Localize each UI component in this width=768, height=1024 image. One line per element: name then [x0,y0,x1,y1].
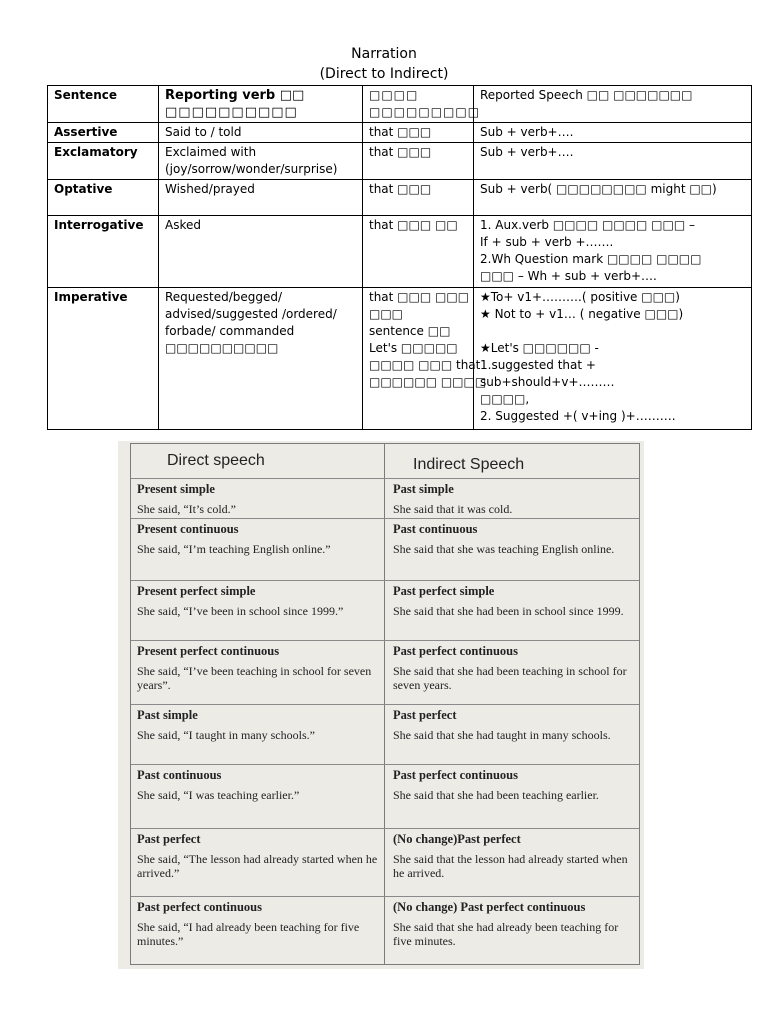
connector-line: □□□□□□ □□□□ [369,375,487,389]
connector-cell [363,288,487,430]
reporting-verb-line: advised/suggested /ordered/ [165,307,337,321]
reported-speech-line: ★Let's □□□□□□ - [480,341,599,355]
sentence-type-label: Optative [54,182,113,196]
indirect-example-sentence: She said that it was cold. [393,502,513,516]
row-divider [131,518,639,519]
indirect-tense-label: (No change) Past perfect continuous [393,900,586,914]
indirect-example-sentence: She said that she had already been teaching for five minutes. [393,920,619,948]
reported-speech-line: ★ Not to + v1… ( negative □□□) [480,307,684,321]
reporting-verb-line: Said to / told [165,125,242,139]
reported-speech-line: If + sub + verb +……. [480,235,614,249]
sentence-type-label: Imperative [54,290,128,304]
rules-row-exclamatory [48,143,752,180]
header-reporting-verb: Reporting verb □□ □□□□□□□□□□ [159,86,363,123]
reported-speech-line: 1.suggested that + [480,358,596,372]
direct-example-sentence: She said, “It’s cold.” [137,502,236,516]
direct-tense-label: Past perfect [137,832,201,846]
direct-tense-label: Present perfect continuous [137,644,280,658]
reported-speech-cell [474,143,752,180]
document-title [0,44,768,84]
connector-cell [363,123,474,143]
sentence-type-cell [48,143,159,180]
direct-speech-cell [137,708,379,762]
reporting-verb-line: (joy/sorrow/wonder/surprise) [165,162,338,176]
reported-speech-cell [474,216,752,288]
row-divider [131,764,639,765]
indirect-speech-cell [393,708,633,762]
reporting-verb-cell [159,288,363,430]
header-reported-speech: Reported Speech □□ □□□□□□□ [474,86,752,123]
indirect-tense-label: Past simple [393,482,454,496]
connector-line: that □□□ □□ [369,218,458,232]
reporting-verb-line: □□□□□□□□□□ [165,341,279,355]
indirect-speech-cell [393,832,633,894]
reported-speech-cell [474,288,752,430]
direct-speech-cell [137,522,379,578]
reporting-verb-line: Requested/begged/ [165,290,283,304]
indirect-tense-label: (No change)Past perfect [393,832,521,846]
sentence-type-cell [48,216,159,288]
tense-change-grid [130,443,640,965]
tense-change-table-scan [118,441,644,969]
reported-speech-line: ★To+ v1+……….( positive □□□) [480,290,680,304]
indirect-speech-cell [393,644,633,702]
direct-speech-cell [137,832,379,894]
indirect-speech-cell [393,482,633,516]
indirect-example-sentence: She said that she was teaching English online. [393,542,615,556]
reported-speech-line: 1. Aux.verb □□□□ □□□□ □□□ – [480,218,696,232]
connector-line: □□□□ □□□ that [369,358,481,372]
rules-row-imperative [48,288,752,430]
reporting-verb-line: Asked [165,218,201,232]
indirect-example-sentence: She said that she had taught in many schools. [393,728,611,742]
reporting-verb-cell [159,180,363,216]
connector-line: that □□□ □□□ [369,290,470,304]
indirect-tense-label: Past perfect simple [393,584,495,598]
header-direct-speech: Direct speech [167,452,265,469]
row-divider [131,478,639,479]
reported-speech-line [480,323,745,340]
rules-header-row [48,86,752,123]
reported-speech-cell [474,180,752,216]
direct-example-sentence: She said, “I’ve been teaching in school for seven years”. [137,664,372,692]
connector-cell [363,216,474,288]
direct-example-sentence: She said, “I taught in many schools.” [137,728,315,742]
row-divider [131,896,639,897]
narration-rules-table [47,85,752,430]
direct-speech-cell [137,644,379,702]
reported-speech-line: Sub + verb( □□□□□□□□ might □□) [480,182,717,196]
reporting-verb-line: forbade/ commanded [165,324,295,338]
connector-cell [363,143,474,180]
header-connector: □□□□ □□□□□□□□□ [363,86,474,123]
rules-body [48,123,752,430]
connector-line: Let's □□□□□ [369,341,458,355]
direct-speech-cell [137,768,379,826]
rules-row-interrogative [48,216,752,288]
direct-example-sentence: She said, “I’ve been in school since 1999.” [137,604,344,618]
reported-speech-line: □□□ – Wh + sub + verb+…. [480,269,657,283]
connector-line: □□□ [369,307,404,321]
indirect-example-sentence: She said that the lesson had already started when he arrived. [393,852,628,880]
direct-example-sentence: She said, “I had already been teaching for five minutes.” [137,920,360,948]
direct-tense-label: Present perfect simple [137,584,256,598]
reporting-verb-cell [159,143,363,180]
sentence-type-label: Interrogative [54,218,144,232]
reporting-verb-cell [159,123,363,143]
reporting-verb-line: Wished/prayed [165,182,255,196]
indirect-tense-label: Past perfect [393,708,457,722]
indirect-speech-cell [393,584,633,638]
rules-row-optative [48,180,752,216]
indirect-tense-label: Past perfect continuous [393,768,518,782]
connector-line: that □□□ [369,182,432,196]
indirect-example-sentence: She said that she had been teaching earlier. [393,788,599,802]
connector-line: that □□□ [369,125,432,139]
direct-example-sentence: She said, “I’m teaching English online.” [137,542,331,556]
direct-tense-label: Past simple [137,708,198,722]
connector-cell [363,180,474,216]
indirect-tense-label: Past continuous [393,522,478,536]
direct-speech-cell [137,584,379,638]
indirect-tense-label: Past perfect continuous [393,644,518,658]
connector-line: sentence □□ [369,324,451,338]
reported-speech-cell [474,123,752,143]
direct-tense-label: Present continuous [137,522,239,536]
row-divider [131,580,639,581]
direct-example-sentence: She said, “The lesson had already started when he arrived.” [137,852,378,880]
indirect-speech-cell [393,900,633,964]
reported-speech-line: □□□□, [480,392,530,406]
rules-row-assertive [48,123,752,143]
header-sentence: Sentence [48,86,159,123]
indirect-example-sentence: She said that she had been in school since 1999. [393,604,624,618]
connector-line: that □□□ [369,145,432,159]
header-indirect-speech: Indirect Speech [413,456,525,473]
reported-speech-line: 2.Wh Question mark □□□□ □□□□ [480,252,702,266]
title-line-1: Narration [351,46,417,62]
row-divider [131,640,639,641]
direct-example-sentence: She said, “I was teaching earlier.” [137,788,300,802]
indirect-example-sentence: She said that she had been teaching in school for seven years. [393,664,627,692]
direct-speech-cell [137,900,379,964]
direct-tense-label: Present simple [137,482,215,496]
reported-speech-line: 2. Suggested +( v+ing )+………. [480,409,676,423]
indirect-speech-cell [393,768,633,826]
reported-speech-line: Sub + verb+…. [480,125,574,139]
reporting-verb-cell [159,216,363,288]
row-divider [131,704,639,705]
reported-speech-line: Sub + verb+…. [480,145,574,159]
reported-speech-line: sub+should+v+……… [480,375,615,389]
sentence-type-cell [48,123,159,143]
reporting-verb-line: Exclaimed with [165,145,257,159]
title-line-2: (Direct to Indirect) [319,66,449,82]
row-divider [131,828,639,829]
sentence-type-cell [48,180,159,216]
sentence-type-label: Exclamatory [54,145,138,159]
sentence-type-cell [48,288,159,430]
sentence-type-label: Assertive [54,125,118,139]
direct-tense-label: Past continuous [137,768,222,782]
direct-tense-label: Past perfect continuous [137,900,262,914]
indirect-speech-cell [393,522,633,578]
direct-speech-cell [137,482,379,516]
